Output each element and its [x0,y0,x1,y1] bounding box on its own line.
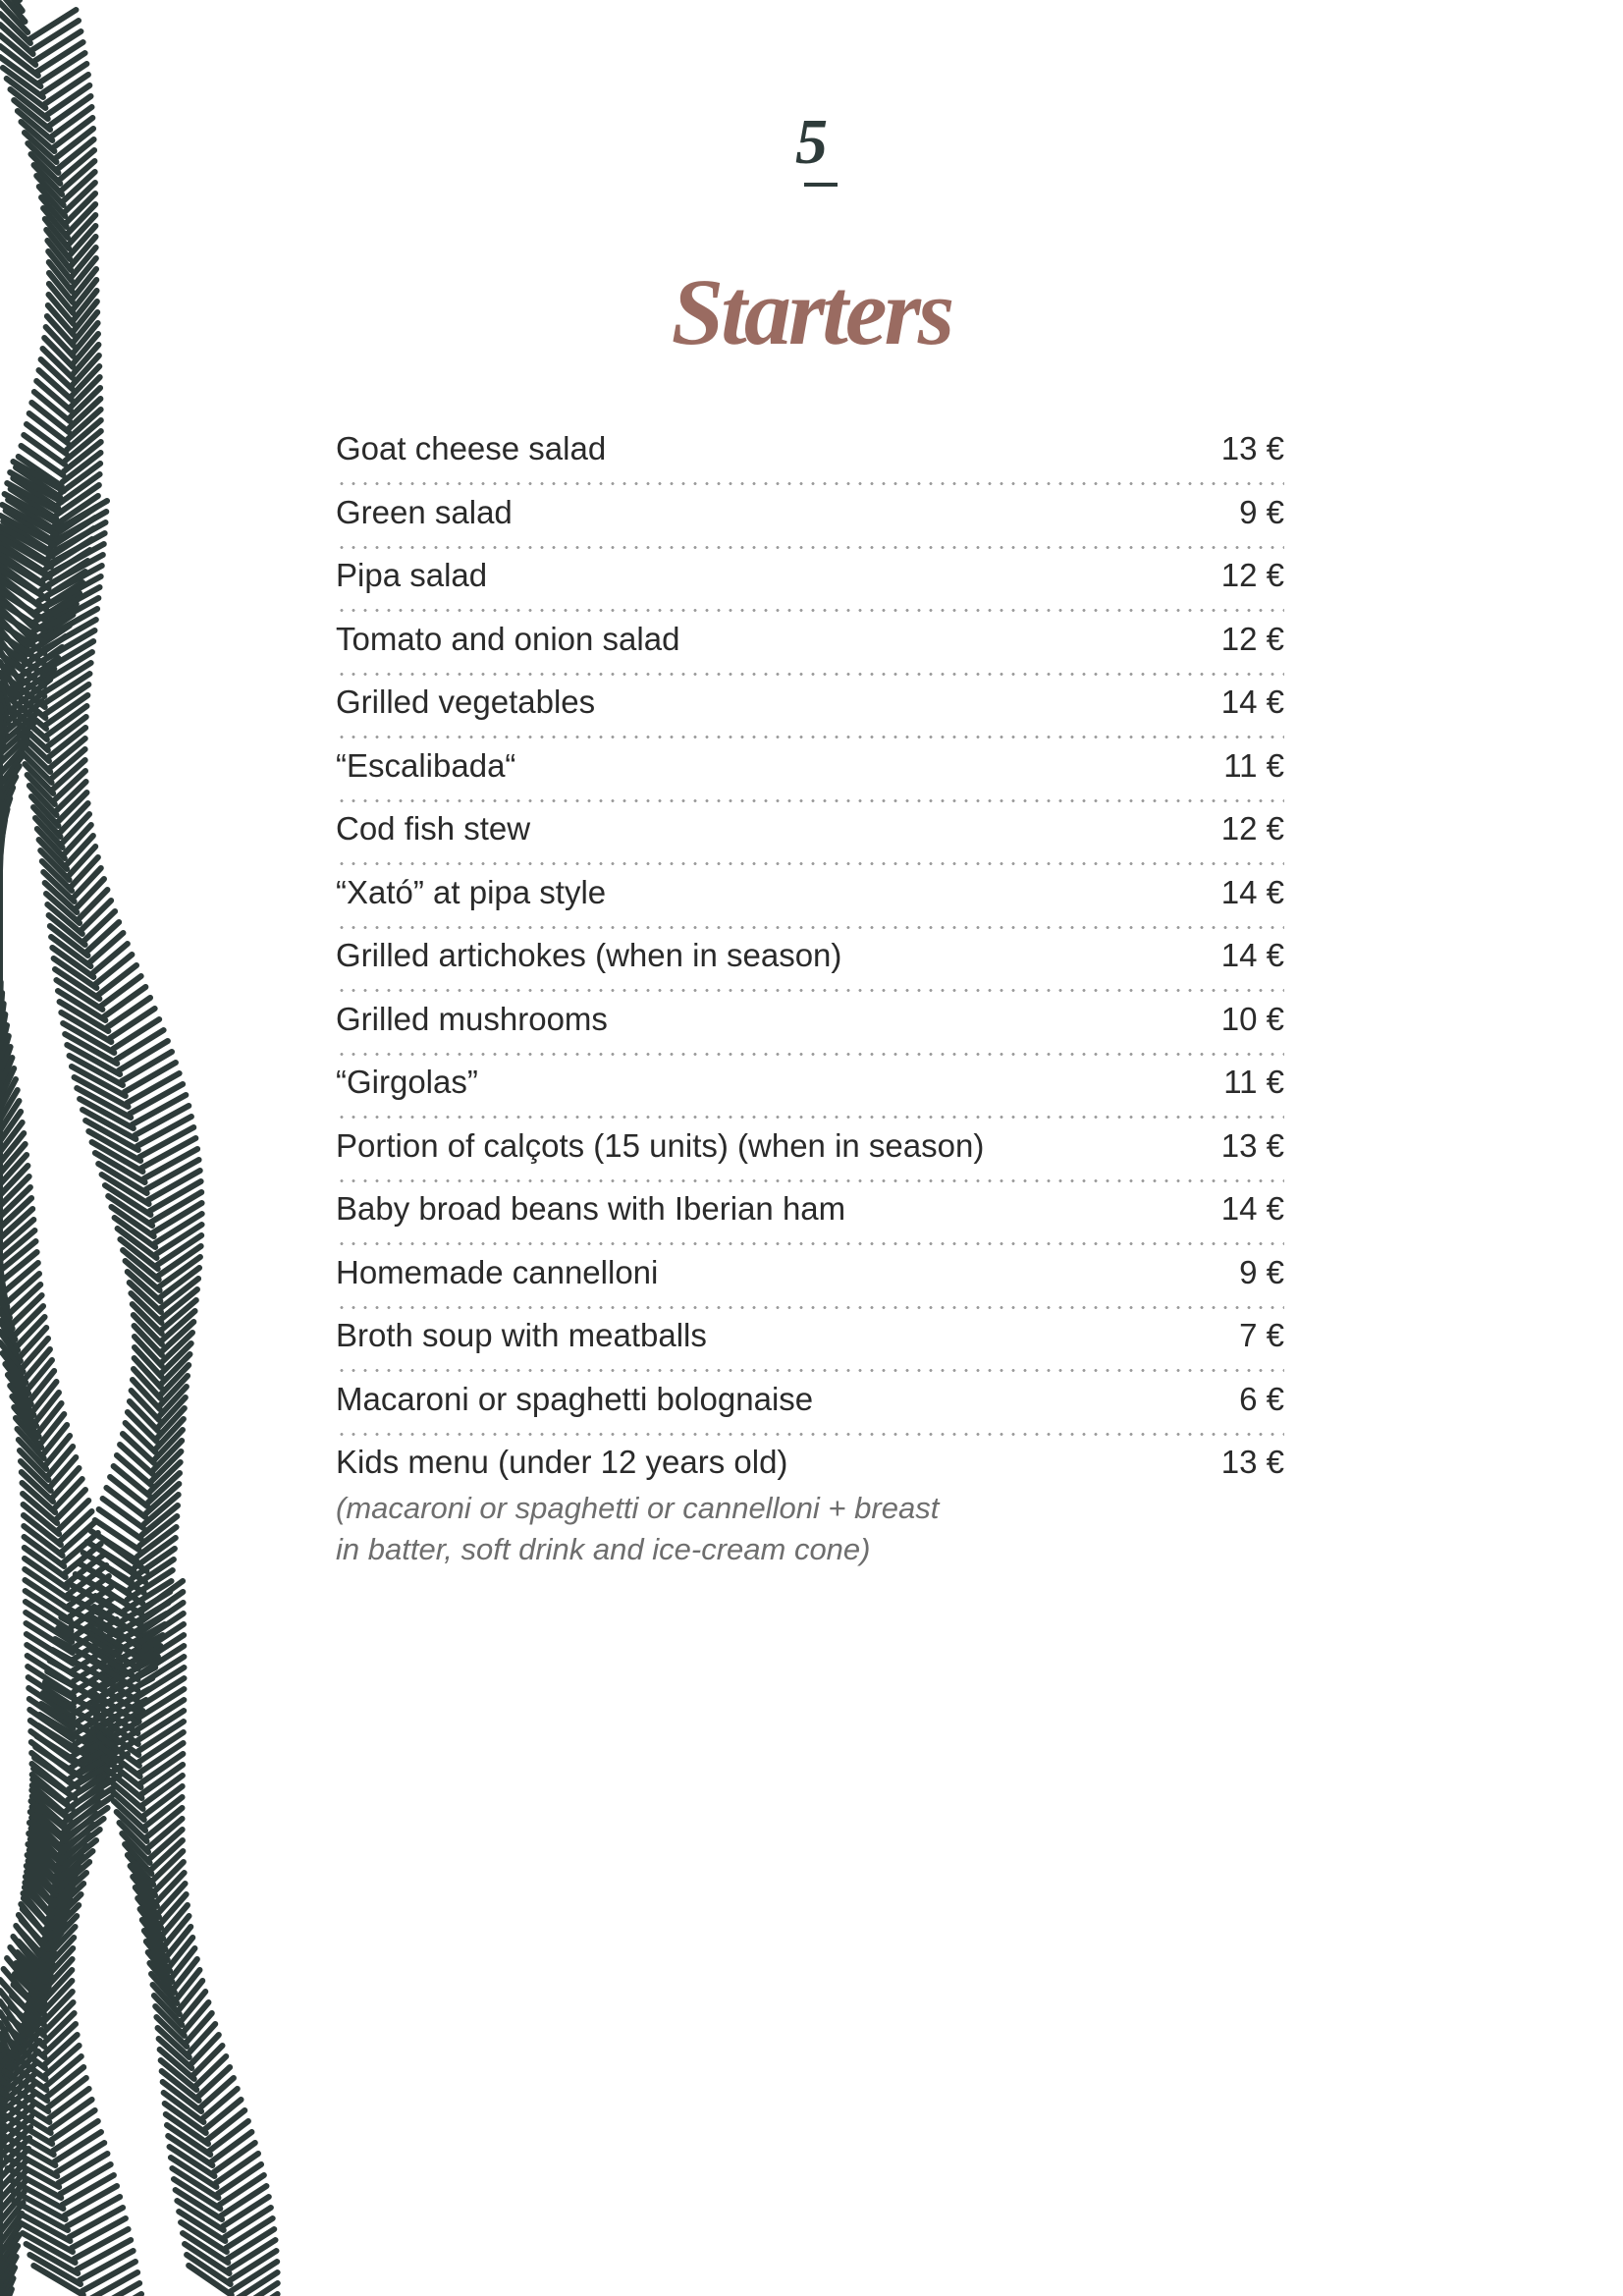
menu-item [336,683,1284,746]
menu-item [336,556,1284,620]
kids-menu-note-line: (macaroni or spaghetti or cannelloni + breast [336,1491,940,1525]
menu-item-name: Baby broad beans with Iberian ham [336,1190,846,1227]
menu-item-name: “Escalibada“ [336,746,516,784]
page-number-underline [804,183,838,187]
menu-item-price: 12 € [1220,620,1284,657]
dotted-divider [336,546,1284,549]
menu-item [336,873,1284,937]
menu-item-name: Grilled mushrooms [336,1000,608,1037]
menu-item [336,429,1284,493]
page-number: 5 [795,106,828,178]
menu-item [336,1253,1284,1317]
menu-item-name: Grilled artichokes (when in season) [336,937,842,973]
menu-item-name: Grilled vegetables [336,683,596,720]
dotted-divider [336,1179,1284,1182]
dotted-divider [336,799,1284,802]
menu-item-price: 14 € [1220,937,1284,973]
kids-menu-item [336,1443,1284,1570]
menu-item-name: Macaroni or spaghetti bolognaise [336,1380,814,1417]
menu-item [336,1316,1284,1380]
dotted-divider [336,926,1284,929]
dotted-divider [336,609,1284,612]
dotted-divider [336,862,1284,865]
dotted-divider [336,673,1284,676]
page-title: Starters [671,259,952,364]
menu-item-name: Cod fish stew [336,810,531,847]
menu-item-price: 13 € [1220,430,1284,466]
kids-menu-note-line: in batter, soft drink and ice-cream cone) [336,1532,871,1566]
menu-item-name: Portion of calçots (15 units) (when in season) [336,1126,985,1164]
menu-item-price: 14 € [1220,873,1284,910]
dotted-divider [336,1116,1284,1119]
menu-item-price: 11 € [1223,1064,1284,1100]
menu-item-name: Homemade cannelloni [336,1253,659,1290]
menu-item [336,809,1284,873]
dotted-divider [336,1306,1284,1309]
menu-item-name: Broth soup with meatballs [336,1317,707,1353]
menu-item-price: 7 € [1239,1317,1284,1353]
menu-item-price: 9 € [1239,493,1284,530]
menu-item [336,493,1284,557]
menu-item-price: 10 € [1220,1000,1284,1037]
menu-item-name: “Xató” at pipa style [336,873,607,910]
menu-item-price: 13 € [1220,1444,1284,1480]
menu-item-name: Pipa salad [336,557,488,593]
menu-item [336,1063,1284,1126]
menu-item-price: 12 € [1220,810,1284,847]
starters-menu-list [336,429,1284,1570]
dotted-divider [336,482,1284,485]
menu-item [336,1380,1284,1444]
menu-item-name: “Girgolas” [336,1064,478,1100]
dotted-divider [336,1433,1284,1436]
menu-item [336,1000,1284,1064]
menu-item [336,1189,1284,1253]
menu-item [336,746,1284,810]
menu-item-price: 13 € [1220,1126,1284,1164]
menu-item-price: 9 € [1239,1253,1284,1290]
dotted-divider [336,1053,1284,1056]
menu-item-price: 14 € [1220,1190,1284,1227]
dotted-divider [336,1369,1284,1372]
menu-item-name: Green salad [336,493,513,530]
dotted-divider [336,1242,1284,1245]
menu-item-name: Tomato and onion salad [336,620,680,657]
menu-item [336,936,1284,1000]
menu-item-name: Goat cheese salad [336,430,607,466]
menu-item-price: 14 € [1220,683,1284,720]
kids-menu-note [336,1488,1284,1570]
menu-item-price: 6 € [1239,1380,1284,1417]
menu-item [336,620,1284,683]
dotted-divider [336,989,1284,992]
menu-item-name: Kids menu (under 12 years old) [336,1444,788,1480]
menu-item-price: 11 € [1223,746,1284,784]
dotted-divider [336,736,1284,738]
menu-item [336,1126,1284,1190]
menu-item-price: 12 € [1220,557,1284,593]
